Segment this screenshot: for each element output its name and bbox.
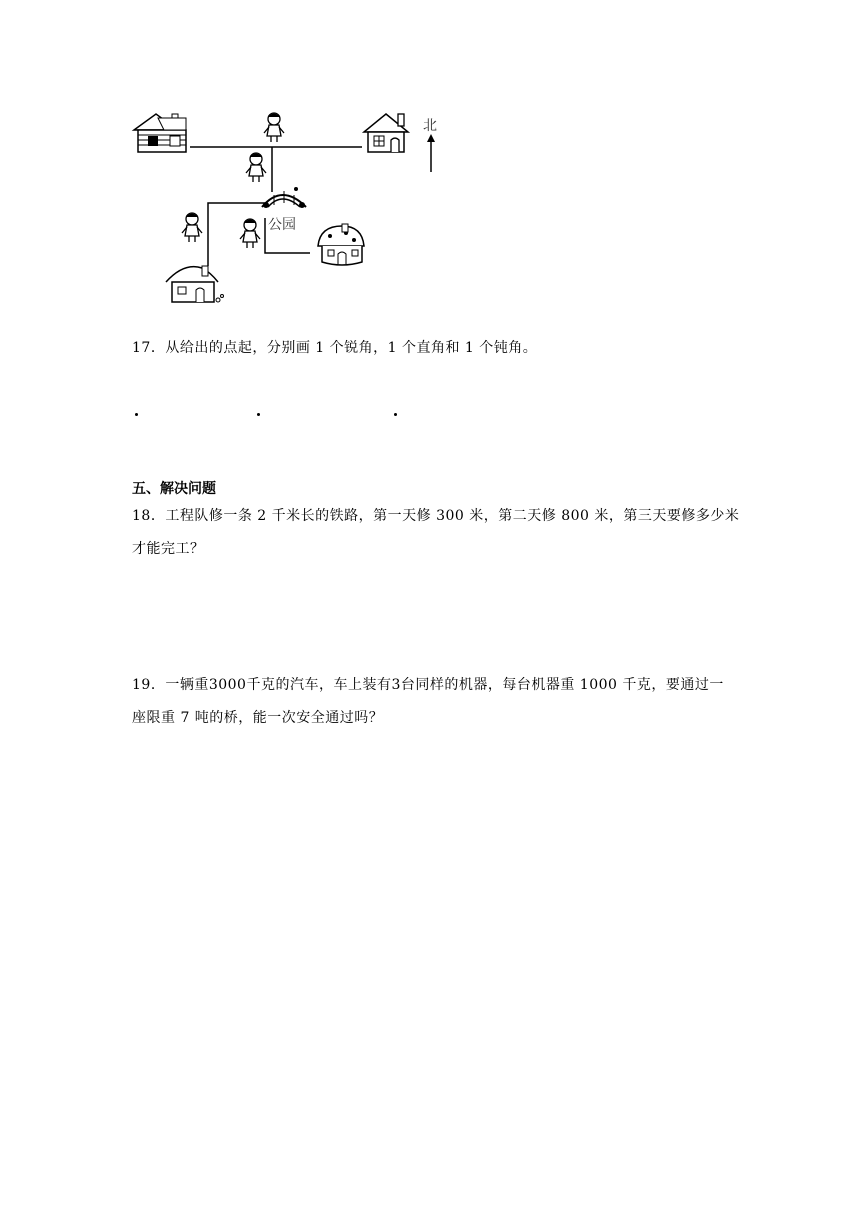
north-arrow-icon <box>427 134 435 172</box>
north-label: 北 <box>423 118 437 134</box>
section-title: 五、解决问题 <box>132 481 216 497</box>
question-19-line-2: 座限重 7 吨的桥，能一次安全通过吗？ <box>132 710 384 726</box>
question-19-line-1: 19．一辆重3000千克的汽车，车上装有3台同样的机器，每台机器重 1000 千克，要通过一 <box>132 677 724 693</box>
park-icon <box>262 187 306 208</box>
child-figure-icon <box>264 113 284 142</box>
mushroom-house-icon <box>318 224 364 265</box>
question-18-line-2: 才能完工？ <box>132 541 205 557</box>
log-cabin-icon <box>134 114 186 152</box>
angle-start-dot-3 <box>394 413 397 416</box>
child-figure-icon <box>182 213 202 242</box>
house-icon <box>364 114 408 152</box>
cottage-icon <box>166 266 224 302</box>
child-figure-icon <box>246 153 266 182</box>
route-map-diagram <box>120 100 480 320</box>
park-label: 公园 <box>268 217 296 233</box>
angle-start-dot-2 <box>257 413 260 416</box>
child-figure-icon <box>240 219 260 248</box>
question-17-text: 17．从给出的点起，分别画 1 个锐角，1 个直角和 1 个钝角。 <box>132 340 538 356</box>
angle-start-dot-1 <box>135 413 138 416</box>
question-18-line-1: 18．工程队修一条 2 千米长的铁路，第一天修 300 米，第二天修 800 米，第三天要修多少米 <box>132 508 740 524</box>
